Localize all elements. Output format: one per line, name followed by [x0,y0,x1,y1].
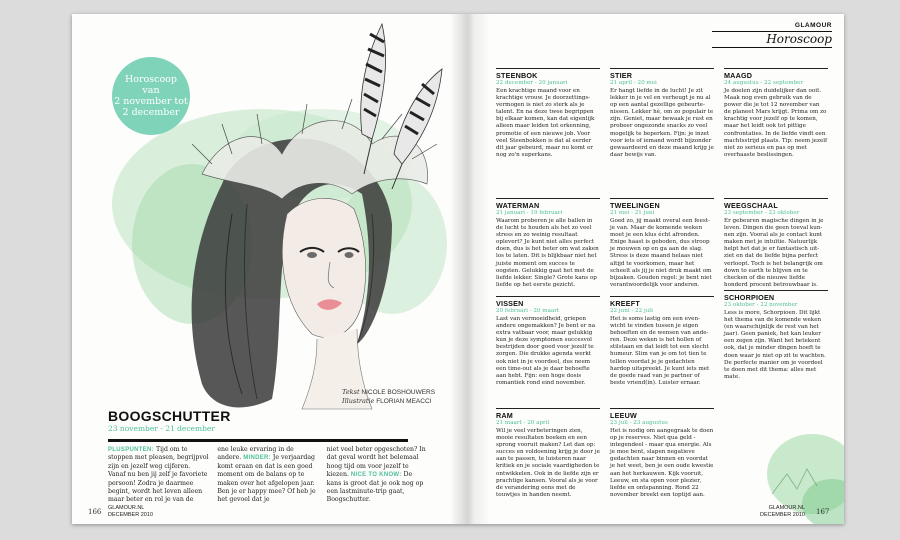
sign-name: KREEFT [610,299,640,308]
sign-dates: 21 januari - 19 februari [496,210,563,216]
sign-text: Er gebeuren magische dingen in je leven. Dingen die geen toeval kun-nen zijn. Vooral als je contact kunt maken met je intuïtie. Natuurlijk helpt het dat je er fantastisch uit-ziet en dat de liefde bijna perfect verloopt. Toch is het belangrijk om down to earth te blijven en te checken of die nieuwe liefde honderd procent betrouwbaar is. [724,218,824,288]
credit-author: FLORIAN MEACCI [376,398,432,405]
horoscope-entry [496,408,600,499]
sign-dates: 22 december - 20 januari [496,80,568,86]
page-number: 167 [816,508,830,516]
page-footer [760,505,805,518]
sign-name: WATERMAN [496,201,540,210]
page-footer [108,505,153,518]
sign-text: Het is nodig om aangegraak te doen op je reserves. Niet qua geld - integendeel - maar qua energie. Als je moe bent, slapen negatieve gedachten naar binnen en voordat je het weet, ben je een oude kwestie aan het herkauwen. Kijk vooruit, Leeuw, en sta open voor plezier, liefde en ontspanning. Rond 22 november breekt een toptijd aan. [610,428,714,498]
sign-name: STIER [610,71,633,80]
badge-line: 2 november tot [114,96,188,107]
horoscope-entry [724,68,828,159]
credit-label: Tekst [342,388,360,396]
sign-dates: 23 september - 23 oktober [724,210,800,216]
sign-name: VISSEN [496,299,524,308]
sign-text: Er hangt liefde in de lucht! Je zit lekker in je vel en verheugt je nu al op een aantal gezellige gebeurte-nissen. Lekker hè, om zo populair te zijn. Geniet, maar bewaak je rust en probeer ongezonde snacks zo veel mogelijk te beperken. Fijn: je inzet voor iets of iemand wordt bijzonder gewaardeerd en deze maand krijg je daar bewijs van. [610,88,714,158]
horoscope-entry [496,296,600,387]
horoscope-entry [610,198,714,289]
sign-text: Wil je veel verbeteringen zien, mooie resultaten boeken en een sprong vooruit maken? Let dan op: succes en voldoening krijg je door je aan te passen, te luisteren naar kritiek en je sociale vaardigheden te ontwikkelen. Ook in de liefde zijn er prachtige kansen. Vooral als je voor de verandering eens met de touwtjes in handen neemt. [496,428,600,498]
sign-text: Goed zo, jij maakt overal een feest-je van. Maar de komende weken moet je een klus écht afronden. Enige haast is geboden, dus stroop je mouwen op en ga aan de slag. Stress is deze maand helaas niet altijd te voorkomen, maar het scheelt als jij je niet druk maakt om bijzaken. Gouden regel: je bent niet verantwoordelijk voor anderen. [610,218,712,288]
horoscope-entry [724,198,828,289]
sign-dates: 23 oktober - 22 november [724,302,798,308]
text-column [108,446,209,508]
magazine-spread [72,14,844,524]
badge-line: van [142,85,160,96]
horoscope-entry [724,290,828,381]
sign-name: STEENBOK [496,71,538,80]
badge-line: Horoscoop [125,74,177,85]
column-text: niet veel beter opgeschoten? In dat geval wordt het belemaal hoog tijd om voor jezelf te kiezen. [326,446,426,479]
horoscope-entry [610,68,714,159]
horoscope-entry [496,68,600,159]
horoscope-date-badge [112,57,190,135]
sign-title: BOOGSCHUTTER [108,408,231,424]
column-text: Tijd om te stoppen met pleasen, begrijpvol zijn en jezelf weg cijferen. Vanaf nu ben jij zelf je favoriete persoon! Zodra je daarmee begint, wordt het leven alleen maar beter en rol je van de [108,446,209,504]
sign-text-columns [108,446,428,508]
sign-dates: 23 november - 21 december [108,424,215,433]
credit-author: NICOLE BOSHOUWERS [361,389,436,396]
horoscope-grid [496,58,828,498]
column-text: ene leuke ervaring in de andere. [217,446,294,462]
text-column [327,446,428,508]
badge-line: 2 december [122,107,180,118]
sign-text: Een krachtige maand voor en krachtige vrouw. Je doorzettings-vermogen is niet zo sterk als je talent. En na deze twee begrippen bij elkaar komen, kan dat eigenlijk alleen maar leiden tot erkenning, promotie of een nieuwe job. Voor veel Steenbokken is dat al eerder dit jaar gebeurd, maar nu komt er nog zo'n superkans. [496,88,595,158]
section-title: Horoscoop [712,31,832,48]
page-header [712,22,832,48]
magazine-brand: GLAMOUR [794,22,832,29]
footer-line: DECEMBER 2010 [760,511,805,518]
sign-name: RAM [496,411,513,420]
sign-name: MAAGD [724,71,753,80]
sign-text: Less is more, Schorpioen. Dit lijkt het thema van de komende weken (en waarschijnlijk de rest van het jaar). Geen paniek, het kan leuker een zegen zijn. Want het betekent ook, dat je minder dingen hoeft te doen waar je niet op zit te wachten. De perfecte manier om je voordeel te doen met dit thema: alles met mate. [724,310,826,380]
credit-label: Illustratie [342,397,375,405]
sign-dates: 24 augustus - 22 september [724,80,804,86]
column-label: PLUSPUNTEN: [108,447,154,453]
sign-name: TWEELINGEN [610,201,660,210]
sign-name: SCHORPIOEN [724,293,775,302]
column-text: De kans is groot dat je ook nog op een lastminute-trip gaat, Boogschutter. [326,471,424,504]
sign-dates: 21 maart - 20 april [496,420,550,426]
text-column [217,446,318,508]
sign-text: Last van vermoeidheid, griepen andere ongemakken? Je bent er na extra vatbaar voor, maar gelukkig kun je deze symptomen succesvol bestrijden door goed voor jezelf te zorgen. Die drukke agenda werkt ook niet in je voordeel, dus neem een time-out als je daar behoefte aan hebt. Fijn: een hoge dosis romantiek rond eind november. [496,316,596,386]
face [282,198,365,337]
sign-dates: 22 juni - 22 juli [610,308,653,314]
column-label: MINDER: [243,455,271,462]
sign-name: LEEUW [610,411,637,420]
footer-line: GLAMOUR.NL [768,505,805,511]
sign-text: Het is soms lastig om een even-wicht te vinden tussen je eigen behoeften en de wensen van ande-ren. Deze weken is het hollen of stilstaan en dat leidt tot een slecht humeur. Slim van je om tot tien te tellen voordat je je gedachten hardop uitspreekt. Je kunt iets met de goede raad van je partner of beste vriend(in). Luister ernaar. [610,316,710,386]
column-label: NICE TO KNOW: [350,472,402,479]
sign-text: Waarom proberen je alle ballen in de lucht te houden als het zo veel stress en zo weinig resultaat oplevert? Je kunt niet alles perfect doen, dus is het beter om wat zaken los te laten. Dit is blijkbaar niet het juiste moment om succes te oogsten. Gelukkig gaat het met de liefde lekker. Single? Grote kans op liefde op het eerste gezicht. [496,218,599,288]
horoscope-entry [496,198,600,289]
horoscope-entry [610,296,714,387]
page-number: 166 [88,508,102,516]
heading-rule [108,439,408,442]
sign-dates: 21 mei - 21 juni [610,210,655,216]
sign-text: Je doelen zijn duidelijker dan ooit. Maak nog even gebruik van de power die je tot 12 november van de planeet Mars krijgt. Prima om zo krachtig voor jezelf op te komen, maar het leidt ook tot pittige confrontaties. In de liefde vindt een machtsstrijd plaats. Tip: neem jezelf niet zo serieus en pas op met overhaaste beslissingen. [724,88,828,158]
credits [342,388,435,406]
sign-name: WEEGSCHAAL [724,201,778,210]
column-text: Je verjaardag komt eraan en dat is een goed moment om de balans op te maken over het afgelopen jaar. Ben je er happy mee? Of heb je het gevoel dat je [217,454,316,504]
horoscope-entry [610,408,714,499]
sign-dates: 21 april - 20 mei [610,80,657,86]
footer-line: GLAMOUR.NL [108,505,145,511]
sign-dates: 23 juli - 23 augustus [610,420,668,426]
footer-line: DECEMBER 2010 [108,511,153,518]
sign-dates: 20 februari - 20 maart [496,308,560,314]
